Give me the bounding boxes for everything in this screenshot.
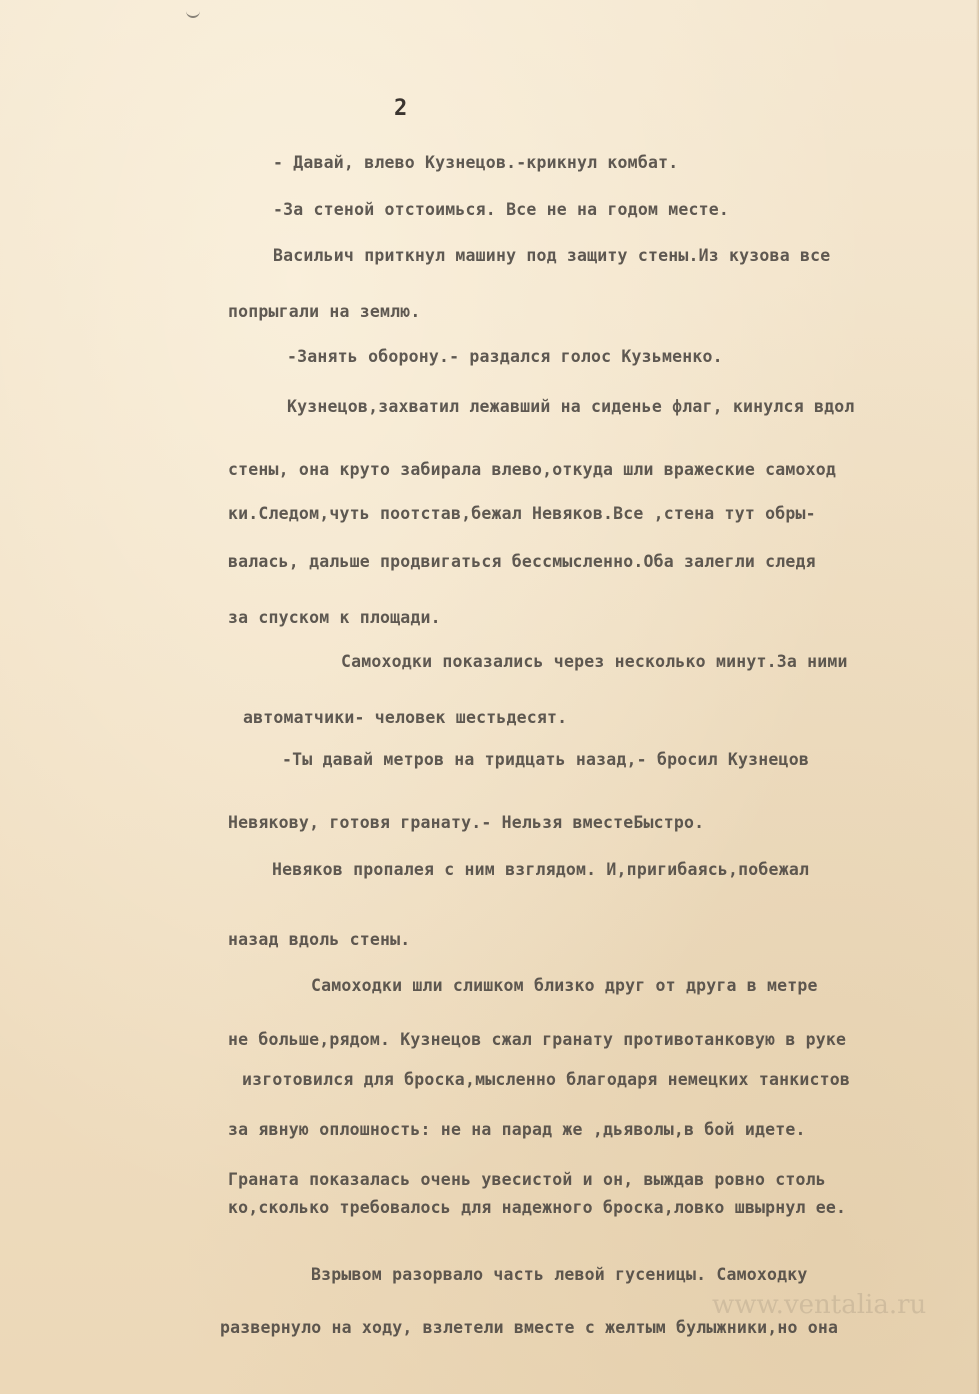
text-line: Невяков пропалея с ним взглядом. И,пригибаясь,побежал [272, 860, 810, 879]
page-number: 2 [394, 96, 408, 121]
text-line: за явную оплошность: не на парад же ,дьяволы,в бой идете. [228, 1120, 806, 1139]
text-line: ко,сколько требовалось для надежного броска,ловко швырнул ее. [228, 1198, 847, 1217]
text-line: стены, она круто забирала влево,откуда шли вражеские самоход [228, 460, 837, 479]
text-line: -За стеной отстоимься. Все не на годом месте. [273, 200, 730, 219]
text-line: -Ты давай метров на тридцать назад,- бросил Кузнецов [282, 750, 809, 769]
text-line: Взрывом разорвало часть левой гусеницы. Самоходку [311, 1265, 808, 1284]
text-line: - Давай, влево Кузнецов.-крикнул комбат. [273, 153, 679, 172]
text-line: за спуском к площади. [228, 608, 441, 627]
text-line: попрыгали на землю. [228, 302, 421, 321]
text-line: -Занять оборону.- раздался голос Кузьменко. [287, 347, 723, 366]
text-line: Граната показалась очень увесистой и он, выждав ровно столь [228, 1170, 826, 1189]
text-line: Невякову, готовя гранату.- Нельзя вместеБыстро. [228, 813, 705, 832]
text-line: автоматчики- человек шестьдесят. [243, 708, 568, 727]
watermark: www.ventalia.ru [712, 1290, 927, 1320]
text-line: Самоходки шли слишком близко друг от друга в метре [311, 976, 818, 995]
text-line: изготовился для броска,мысленно благодаря немецких танкистов [242, 1070, 851, 1089]
text-line: не больше,рядом. Кузнецов сжал гранату противотанковую в руке [228, 1030, 847, 1049]
text-line: назад вдоль стены. [228, 930, 411, 949]
text-line: ки.Следом,чуть поотстав,бежал Невяков.Все ,стена тут обры- [228, 504, 816, 523]
text-line: Кузнецов,захватил лежавший на сиденье флаг, кинулся вдол [287, 397, 855, 416]
text-line: валась, дальше продвигаться бессмысленно.Оба залегли следя [228, 552, 816, 571]
text-line: Самоходки показались через несколько минут.За ними [341, 652, 848, 671]
pen-mark [186, 6, 200, 18]
text-line: Васильич приткнул машину под защиту стены.Из кузова все [273, 246, 831, 265]
text-line: развернуло на ходу, взлетели вместе с желтым булыжники,но она [220, 1318, 839, 1337]
